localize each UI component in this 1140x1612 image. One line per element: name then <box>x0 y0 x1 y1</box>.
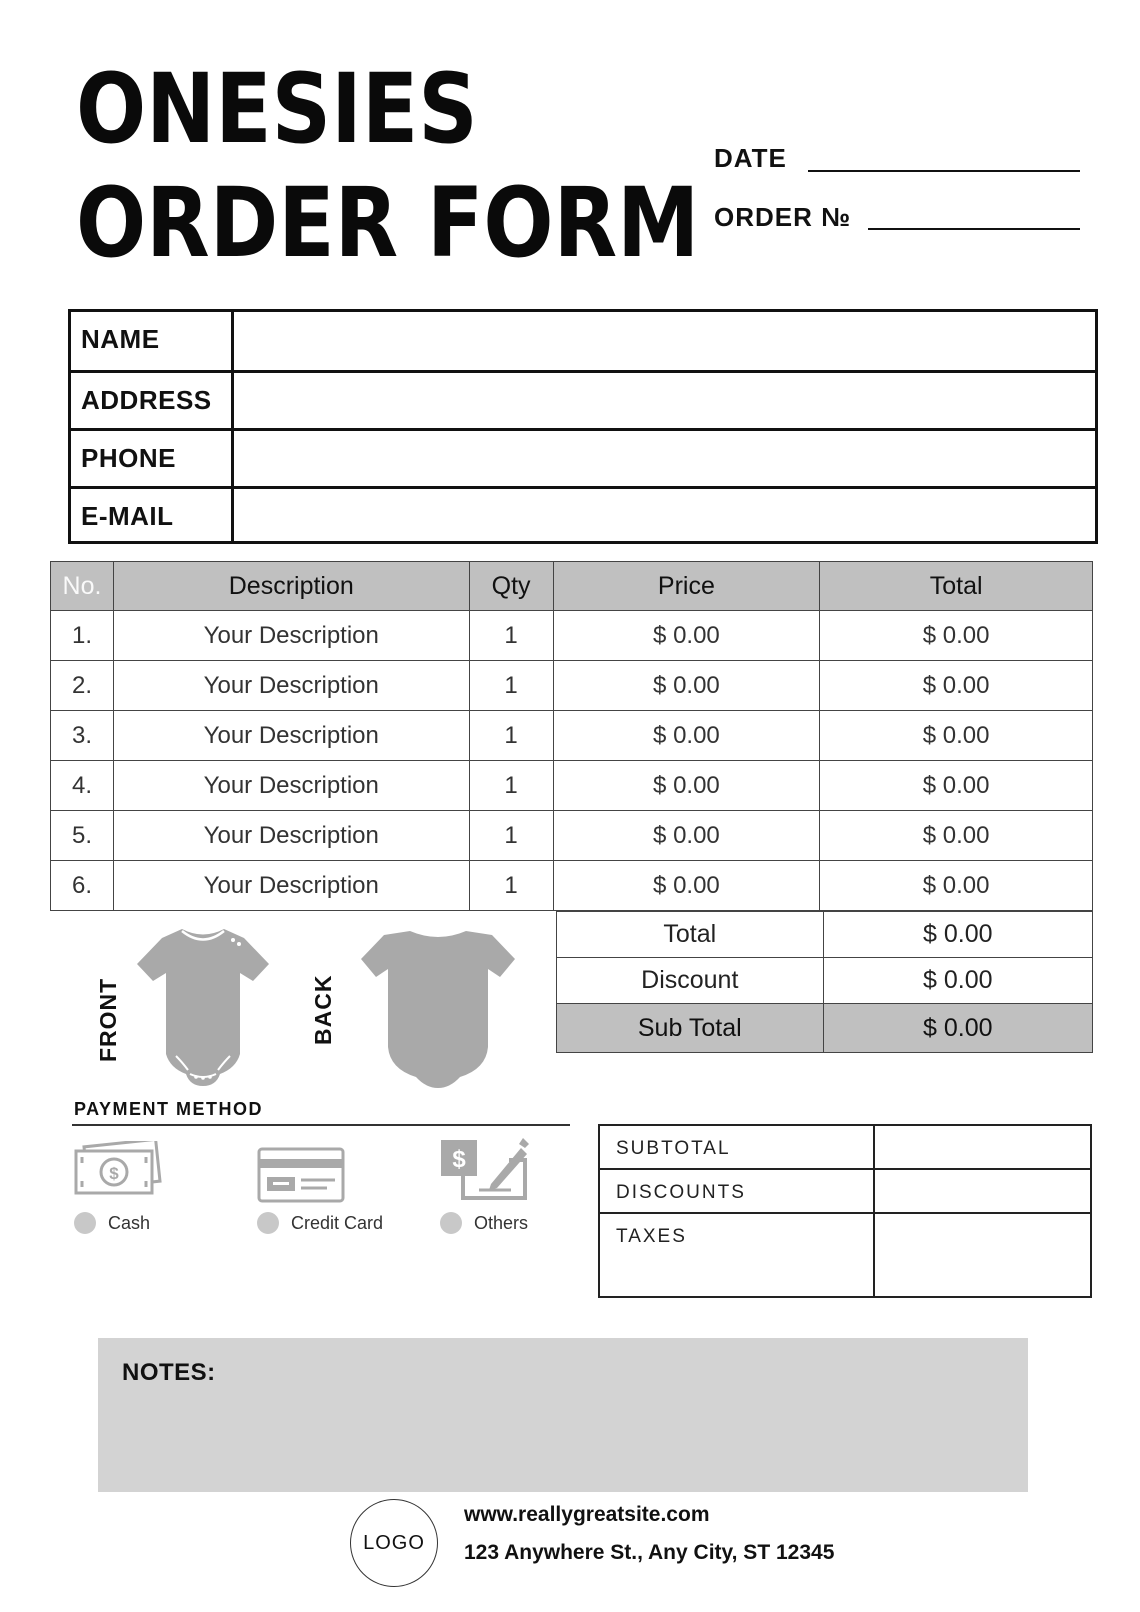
payment-option-credit-card[interactable] <box>257 1212 383 1234</box>
row-total: $ 0.00 <box>820 861 1093 911</box>
summary-taxes-label: TAXES <box>616 1226 687 1247</box>
cash-radio[interactable] <box>74 1212 96 1234</box>
check-icon <box>439 1134 531 1202</box>
header-description: Description <box>113 562 469 611</box>
header-qty: Qty <box>469 562 553 611</box>
row-qty[interactable]: 1 <box>469 611 553 661</box>
payment-option-cash[interactable] <box>74 1212 150 1234</box>
credit-card-icon <box>257 1147 345 1203</box>
discount-label: Discount <box>557 958 824 1004</box>
summary-discounts-field[interactable] <box>875 1170 1090 1212</box>
phone-label: PHONE <box>81 443 176 473</box>
row-no: 4. <box>51 761 114 811</box>
row-description[interactable]: Your Description <box>113 611 469 661</box>
row-price[interactable]: $ 0.00 <box>553 711 820 761</box>
row-price[interactable]: $ 0.00 <box>553 661 820 711</box>
address-row <box>71 370 1095 428</box>
address-field[interactable] <box>234 373 1095 428</box>
row-qty[interactable]: 1 <box>469 761 553 811</box>
payment-method-title: PAYMENT METHOD <box>74 1099 264 1119</box>
row-total: $ 0.00 <box>820 811 1093 861</box>
email-label: E-MAIL <box>81 501 174 531</box>
row-price[interactable]: $ 0.00 <box>553 761 820 811</box>
row-description[interactable]: Your Description <box>113 661 469 711</box>
address-label: ADDRESS <box>81 385 212 415</box>
page-title-line-2: ORDER FORM <box>76 167 700 279</box>
subtotal-label: Sub Total <box>557 1004 824 1053</box>
email-row <box>71 486 1095 544</box>
row-total: $ 0.00 <box>820 711 1093 761</box>
row-price[interactable]: $ 0.00 <box>553 811 820 861</box>
header-price: Price <box>553 562 820 611</box>
payment-option-others[interactable] <box>440 1212 528 1234</box>
summary-subtotal-field[interactable] <box>875 1126 1090 1168</box>
page-title-line-1: ONESIES <box>76 53 478 165</box>
total-value: $ 0.00 <box>823 912 1092 958</box>
table-row <box>51 661 1093 711</box>
row-qty[interactable]: 1 <box>469 861 553 911</box>
items-table <box>50 561 1093 911</box>
row-no: 2. <box>51 661 114 711</box>
email-field[interactable] <box>234 489 1095 544</box>
total-label: Total <box>557 912 824 958</box>
row-description[interactable]: Your Description <box>113 861 469 911</box>
order-number-field[interactable] <box>868 228 1080 230</box>
table-row <box>51 761 1093 811</box>
date-label: DATE <box>714 143 787 173</box>
row-no: 6. <box>51 861 114 911</box>
onesie-back-icon <box>360 929 516 1089</box>
row-no: 5. <box>51 811 114 861</box>
company-address: 123 Anywhere St., Any City, ST 12345 <box>464 1541 835 1564</box>
discount-value[interactable]: $ 0.00 <box>823 958 1092 1004</box>
others-radio[interactable] <box>440 1212 462 1234</box>
logo: LOGO <box>350 1499 438 1587</box>
order-number-label: ORDER № <box>714 202 852 232</box>
row-no: 1. <box>51 611 114 661</box>
table-row <box>51 811 1093 861</box>
notes-area[interactable] <box>98 1338 1028 1492</box>
summary-taxes-field[interactable] <box>875 1214 1090 1296</box>
notes-label: NOTES: <box>122 1359 216 1386</box>
name-row <box>71 312 1095 370</box>
totals-discount-row <box>557 958 1093 1004</box>
totals-total-row <box>557 912 1093 958</box>
header-no: No. <box>51 562 114 611</box>
totals-subtotal-row <box>557 1004 1093 1053</box>
row-total: $ 0.00 <box>820 611 1093 661</box>
onesie-front-icon <box>136 926 270 1088</box>
date-field[interactable] <box>808 170 1080 172</box>
customer-info-box <box>68 309 1098 544</box>
row-price[interactable]: $ 0.00 <box>553 611 820 661</box>
summary-discounts-row <box>600 1170 1090 1214</box>
summary-taxes-row <box>600 1214 1090 1296</box>
table-row <box>51 711 1093 761</box>
row-qty[interactable]: 1 <box>469 661 553 711</box>
cash-icon <box>74 1141 162 1197</box>
front-label: FRONT <box>95 977 121 1062</box>
phone-row <box>71 428 1095 486</box>
row-qty[interactable]: 1 <box>469 811 553 861</box>
row-description[interactable]: Your Description <box>113 811 469 861</box>
row-description[interactable]: Your Description <box>113 711 469 761</box>
row-no: 3. <box>51 711 114 761</box>
back-label: BACK <box>310 974 336 1045</box>
header-total: Total <box>820 562 1093 611</box>
items-header-row <box>51 562 1093 611</box>
summary-subtotal-row <box>600 1126 1090 1170</box>
website-link[interactable]: www.reallygreatsite.com <box>464 1503 710 1526</box>
credit-card-label: Credit Card <box>291 1212 384 1233</box>
summary-subtotal-label: SUBTOTAL <box>616 1138 731 1159</box>
summary-box <box>598 1124 1092 1298</box>
cash-label: Cash <box>108 1212 151 1233</box>
row-price[interactable]: $ 0.00 <box>553 861 820 911</box>
phone-field[interactable] <box>234 431 1095 486</box>
others-label: Others <box>474 1212 529 1233</box>
summary-discounts-label: DISCOUNTS <box>616 1182 746 1203</box>
table-row <box>51 861 1093 911</box>
totals-table <box>556 911 1093 1053</box>
svg-text:$: $ <box>452 1146 466 1173</box>
row-total: $ 0.00 <box>820 661 1093 711</box>
table-row <box>51 611 1093 661</box>
subtotal-value: $ 0.00 <box>823 1004 1092 1053</box>
svg-text:$: $ <box>109 1164 119 1183</box>
row-total: $ 0.00 <box>820 761 1093 811</box>
row-description[interactable]: Your Description <box>113 761 469 811</box>
name-label: NAME <box>81 324 160 354</box>
name-field[interactable] <box>234 312 1095 370</box>
row-qty[interactable]: 1 <box>469 711 553 761</box>
credit-card-radio[interactable] <box>257 1212 279 1234</box>
